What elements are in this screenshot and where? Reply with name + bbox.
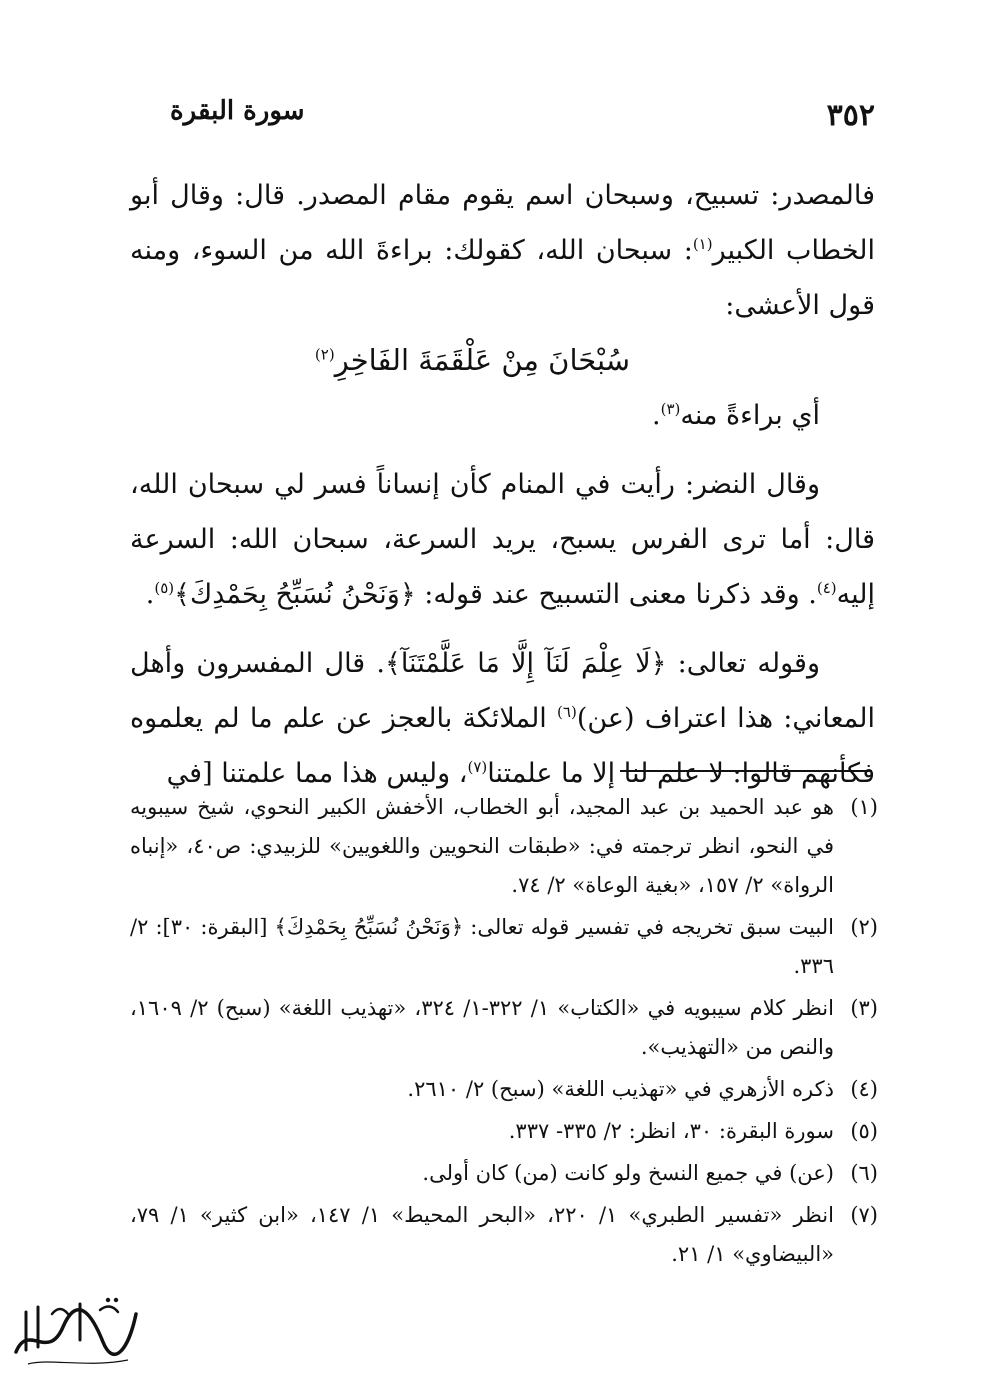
paragraph-4-text-b: . قال المفسرون وأهل المعاني: هذا اعتراف (عن) [130,648,875,734]
footnote-ref-1[interactable]: (١) [692,235,713,253]
footnote-item [130,1196,878,1274]
footnote-text: (عن) في جميع النسخ ولو كانت (من) كان أولى. [422,1161,834,1185]
paragraph-2-text-b: . [651,400,661,431]
footnote-ref-3[interactable]: (٣) [660,400,681,418]
paragraph-2-text-a: أي براءةً منه [680,400,820,431]
paragraph-3-text-b: . وقد ذكرنا معنى التسبيح عند قوله: [415,579,817,610]
footnote-number: (٥) [850,1119,878,1143]
footnote-text: سورة البقرة: ٣٠، انظر: ٢/ ٣٣٥- ٣٣٧. [508,1119,834,1143]
footnote-text: انظر كلام سيبويه في «الكتاب» ١/ ٣٢٢-١/ ٣٢٤، «تهذيب اللغة» (سبح) ٢/ ١٦٠٩، والنص من «التهذيب». [130,996,834,1059]
footnote-number: (٧) [850,1203,878,1227]
running-title: سورة البقرة [170,96,305,126]
footnote-number: (١) [850,795,878,819]
page-header [130,96,875,136]
paragraph-4-text-a: وقوله تعالى: [666,648,821,679]
footnote-ref-7[interactable]: (٧) [467,758,488,776]
footnote-text: انظر «تفسير الطبري» ١/ ٢٢٠، «البحر المحيط» ١/ ١٤٧، «ابن كثير» ١/ ٧٩، «البيضاوي» ١/ ٢١. [130,1203,834,1266]
paragraph-4 [130,636,875,801]
footnote-item [130,1154,878,1193]
paragraph-3 [130,457,875,622]
page-number: ٣٥٢ [826,98,875,133]
footnote-ref-5[interactable]: (٥) [154,579,175,597]
footnote-item [130,1112,878,1151]
footnote-text: هو عبد الحميد بن عبد المجيد، أبو الخطاب، الأخفش الكبير النحوي، شيخ سيبويه في النحو، انظر ترجمته في: «طبقات النحويين واللغويين» للزبيدي: ص٤٠، «إنباه الرواة» ٢/ ١٥٧، «بغية الوعاة» ٢/ ٧٤. [130,795,835,897]
footnote-number: (٤) [850,1077,878,1101]
quran-quote-2: ﴿لَا عِلْمَ لَنَآ إِلَّا مَا عَلَّمْتَنَآ﴾ [385,648,667,679]
paragraph-1-text-a: فالمصدر: تسبيح، وسبحان اسم يقوم مقام المصدر. قال: وقال أبو الخطاب الكبير [130,180,875,266]
paragraph-3-text-a: وقال النضر: رأيت في المنام كأن إنساناً فسر لي سبحان الله، قال: أما ترى الفرس يسبح، يريد السرعة، سبحان الله: السرعة إليه [130,469,875,610]
footnote-divider [620,770,872,772]
paragraph-3-text-c: . [145,579,155,610]
footnote-number: (٢) [850,915,878,939]
verse-text: سُبْحَانَ مِنْ عَلْقَمَةَ الفَاخِرِ [334,343,631,377]
footnote-item [130,989,878,1067]
footnote-ref-6[interactable]: (٦) [557,703,577,721]
footnote-item [130,788,878,905]
footnote-number: (٦) [850,1161,878,1185]
footnote-text: ذكره الأزهري في «تهذيب اللغة» (سبح) ٢/ ٢٦١٠. [407,1077,834,1101]
paragraph-4-text-d: ، وليس هذا مما علمتنا [في [166,758,468,789]
paragraph-1 [130,168,875,333]
quran-quote-1: ﴿وَنَحْنُ نُسَبِّحُ بِحَمْدِكَ﴾ [174,579,416,610]
paragraph-1-text-b: : سبحان الله، كقولك: براءةَ الله من السوء، ومنه قول الأعشى: [130,235,875,321]
paragraph-2 [130,388,875,443]
publisher-logo [8,1292,143,1370]
footnote-text: البيت سبق تخريجه في تفسير قوله تعالى: ﴿وَنَحْنُ نُسَبِّحُ بِحَمْدِكَ﴾ [البقرة: ٣٠]: ٢/ ٣٣٦. [130,915,834,978]
footnote-item [130,1070,878,1109]
footnote-item [130,908,878,986]
footnote-ref-2[interactable]: (٢) [314,345,335,364]
paragraph-4-text-c: الملائكة بالعجز عن علم ما لم يعلموه فكأنهم قالوا: لا علم لنا إلا ما علمتنا [130,703,875,789]
main-text [130,168,875,801]
poetry-verse [130,333,875,388]
footnotes-section [130,788,878,1277]
footnote-ref-4[interactable]: (٤) [816,579,837,597]
footnote-number: (٣) [850,996,878,1020]
